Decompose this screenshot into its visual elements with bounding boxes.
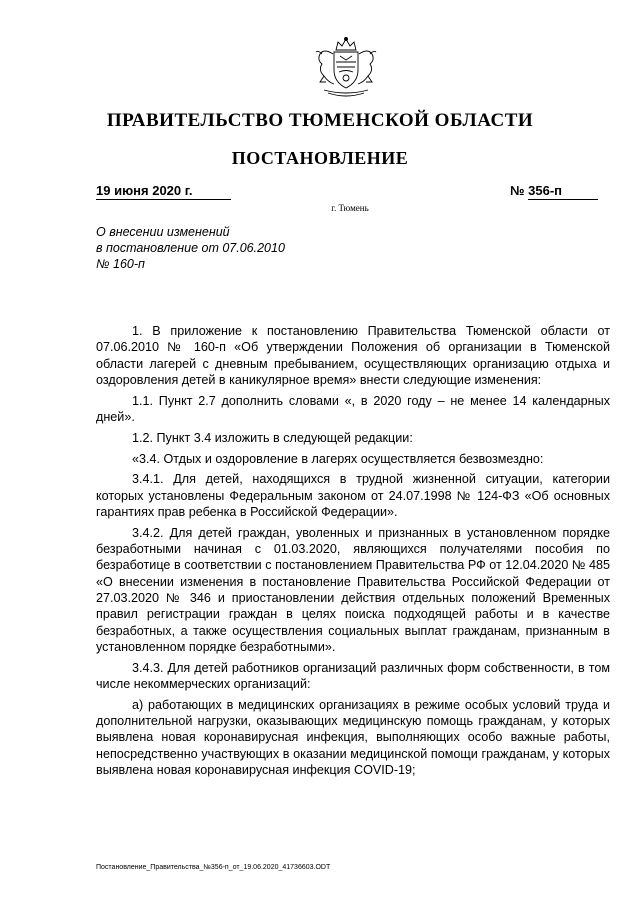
decree-subject [96, 224, 285, 272]
body-paragraph: 3.4.1. Для детей, находящихся в трудной жизненной ситуации, категории которых установлены Федеральным законом от 24.07.1998 № 124-ФЗ «Об основных гарантиях прав ребенка в Российской Федерации». [96, 472, 610, 519]
decree-number-block [510, 183, 598, 200]
subject-line: в постановление от 07.06.2010 [96, 241, 285, 255]
document-type: ПОСТАНОВЛЕНИЕ [231, 148, 409, 168]
body-paragraph: 1.2. Пункт 3.4 изложить в следующей редакции: [132, 430, 413, 445]
tyumen-coat-of-arms-icon [306, 36, 386, 100]
body-paragraph: 3.4.3. Для детей работников организаций различных форм собственности, в том числе некоммерческих организаций: [96, 660, 610, 691]
body-paragraph: «3.4. Отдых и оздоровление в лагерях осуществляется безвозмездно: [132, 451, 544, 466]
subject-line: О внесении изменений [96, 225, 230, 239]
file-footer: Постановление_Правительства_№356-п_от_19.06.2020_41736603.ODT [96, 864, 331, 871]
decree-number: 356-п [528, 183, 598, 200]
government-title: ПРАВИТЕЛЬСТВО ТЮМЕНСКОЙ ОБЛАСТИ [106, 110, 534, 131]
body-paragraph: 1. В приложение к постановлению Правительства Тюменской области от 07.06.2010 № 160-п «Об утверждении Положения об организации в Тюменской области лагерей с дневным пребыванием, осуществляющих организацию отдыха и оздоровления детей в каникулярное время» внести следующие изменения: [96, 324, 610, 387]
number-label: № [510, 183, 525, 198]
decree-date: 19 июня 2020 г. [96, 183, 231, 200]
body-paragraph: 1.1. Пункт 2.7 дополнить словами «, в 2020 году – не менее 14 календарных дней». [96, 393, 610, 424]
decree-body [96, 323, 610, 783]
body-paragraph: 3.4.2. Для детей граждан, уволенных и признанных в установленном порядке безработными начиная с 01.03.2020, являющихся получателями пособия по безработице в соответствии с постановлением Правительства РФ от 12.04.2020 № 485 «О внесении изменения в постановление Правительства Российской Федерации от 27.03.2020 № 346 и приостановлении действия отдельных положений Временных правил регистрации граждан в целях поиска подходящей работы и в качестве безработных, а также осуществления социальных выплат гражданам, признанным в установленном порядке безработными». [96, 525, 610, 654]
body-paragraph: а) работающих в медицинских организациях в режиме особых условий труда и дополнительной нагрузки, оказывающих медицинскую помощь гражданам, у которых выявлена новая коронавирусная инфекция, выполняющих особо важные работы, непосредственно участвующих в оказании медицинской помощи гражданам, у которых выявлена новая коронавирусная инфекция COVID-19; [96, 697, 610, 777]
city-name: г. Тюмень [331, 203, 369, 213]
subject-line: № 160-п [96, 257, 145, 271]
